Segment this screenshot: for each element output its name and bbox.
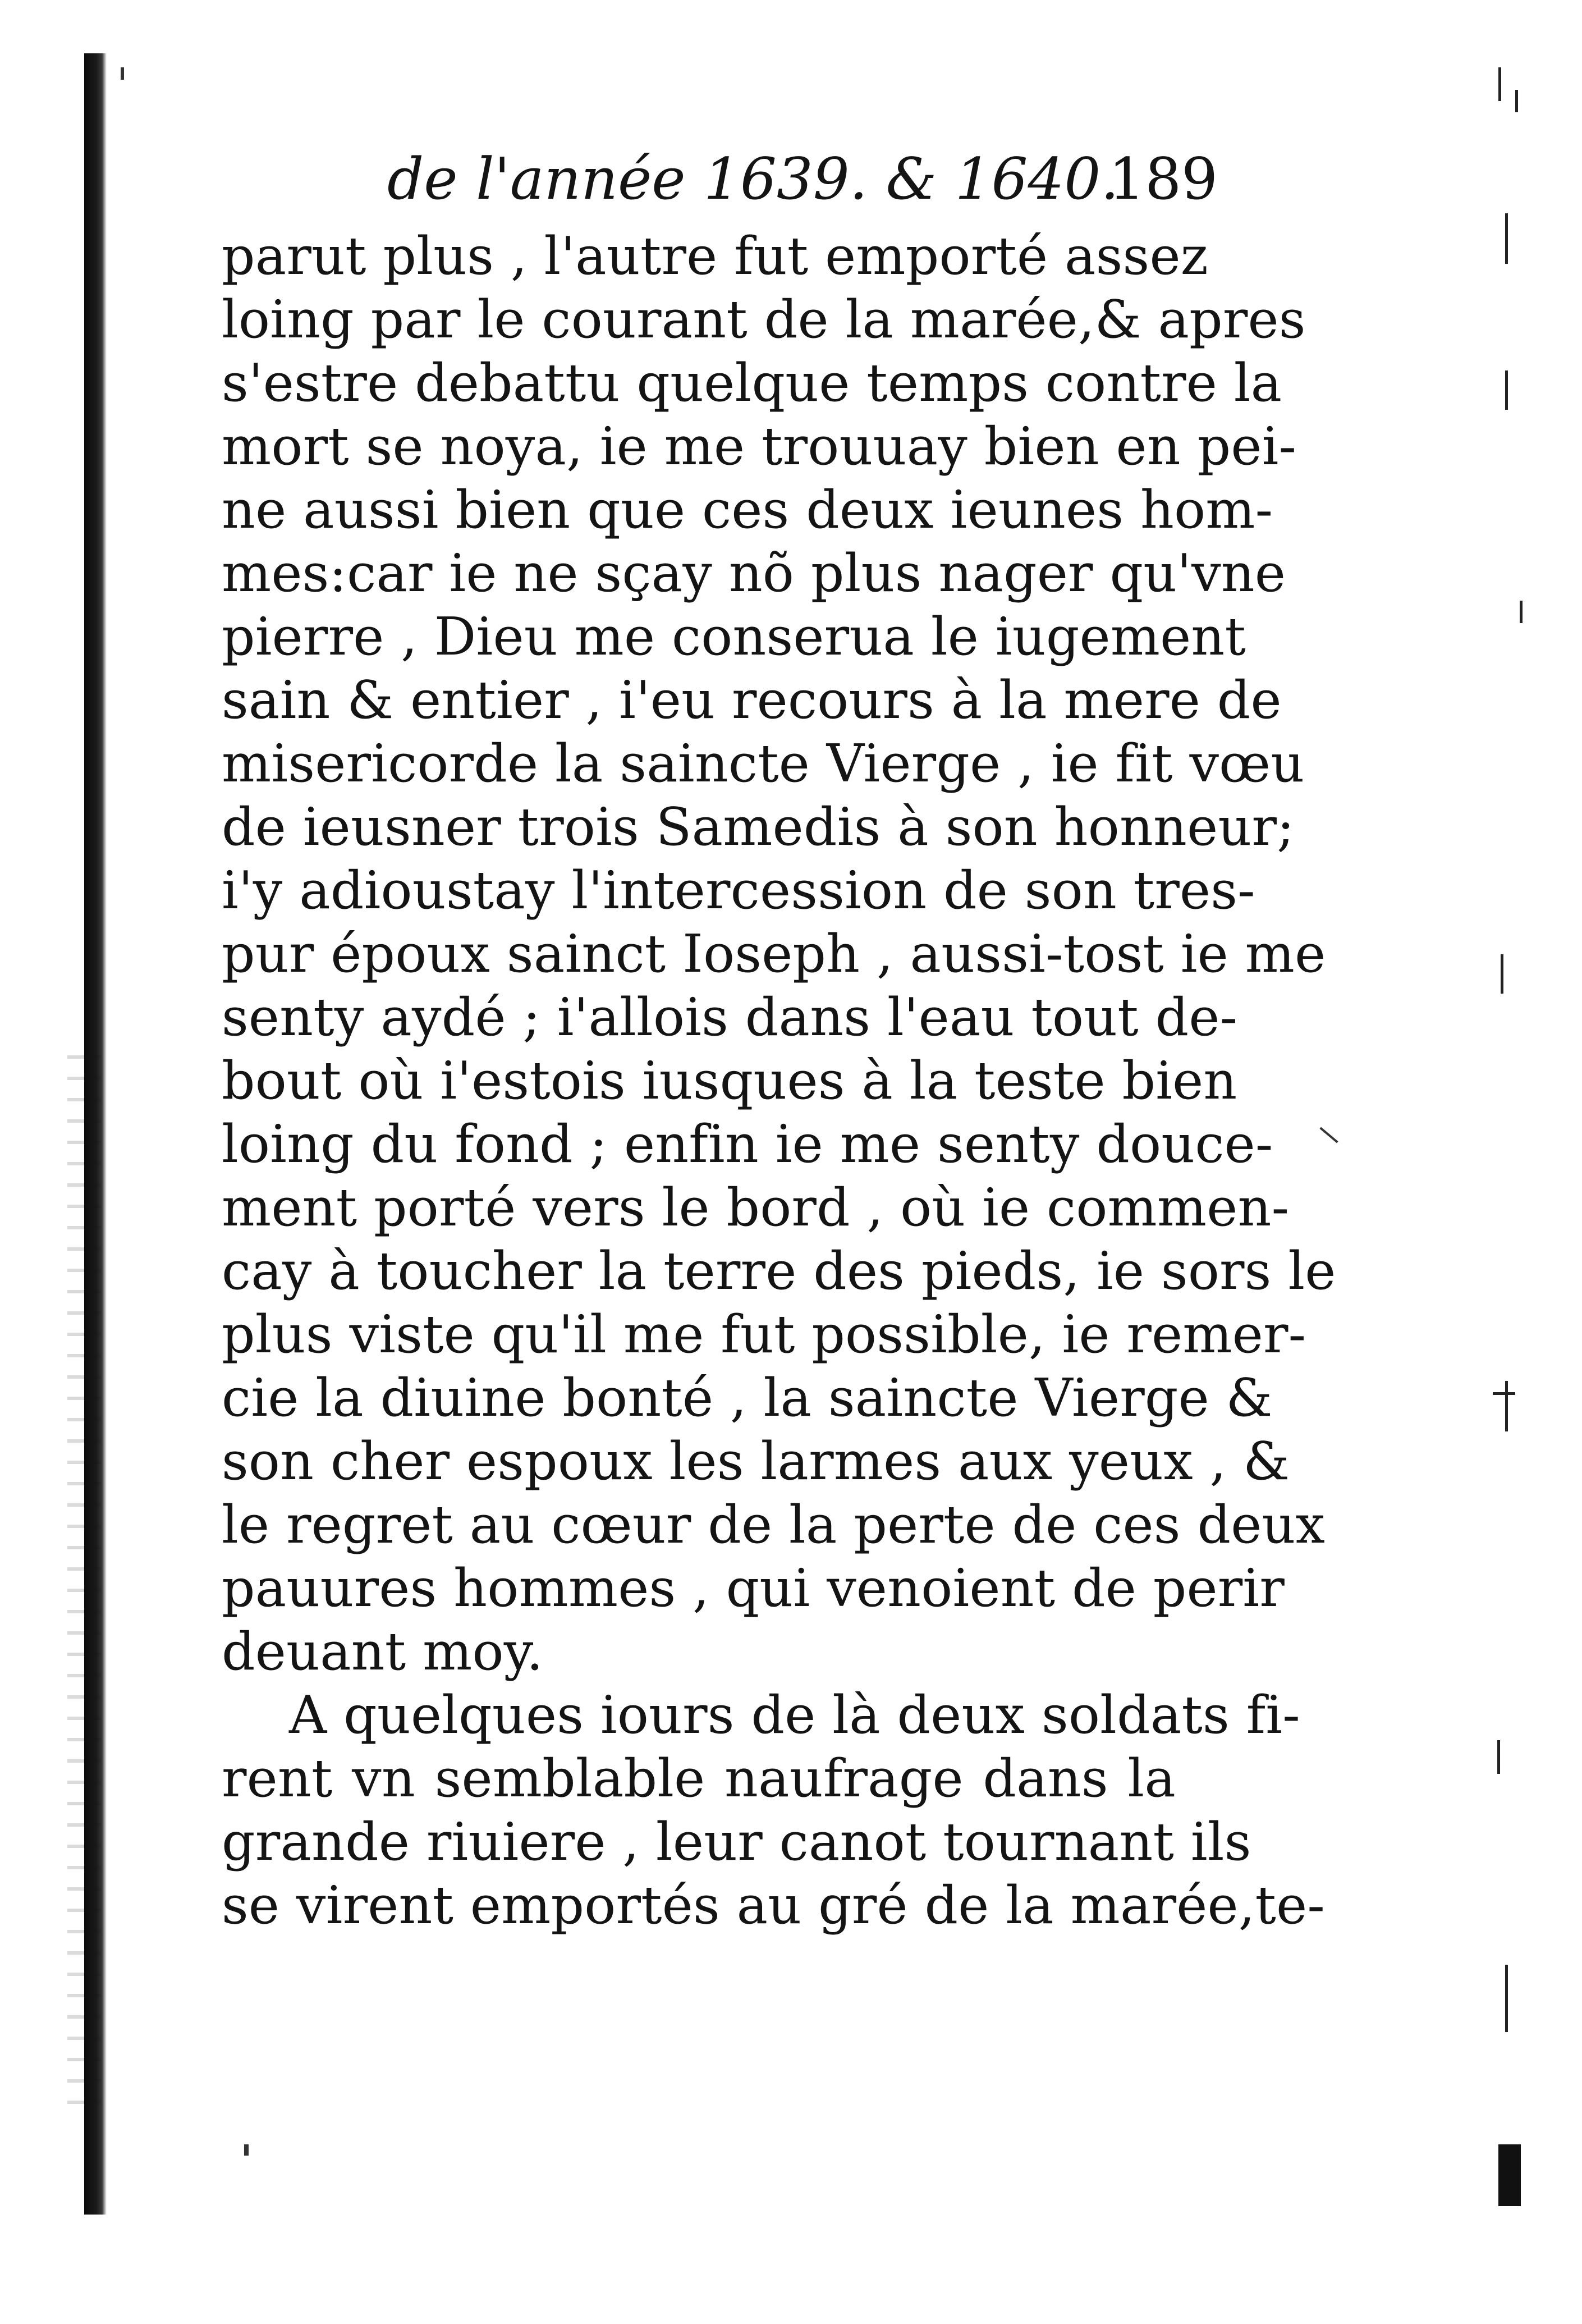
text-line: misericorde la saincte Vierge , ie fit vœu	[222, 733, 1305, 794]
body-text	[222, 225, 1336, 1937]
text-line: mort se noya, ie me trouuay bien en pei-	[222, 416, 1297, 477]
text-line: pierre , Dieu me conserua le iugement	[222, 606, 1246, 667]
scan-speck	[244, 2144, 249, 2156]
page-number: 189	[1108, 146, 1218, 213]
text-line: plus viste qu'il me fut possible, ie remer-	[222, 1304, 1306, 1365]
text-line: ment porté vers le bord , où ie commen-	[222, 1177, 1290, 1238]
text-line: sain & entier , i'eu recours à la mere de	[222, 670, 1282, 730]
text-line: son cher espoux les larmes aux yeux , &	[222, 1431, 1290, 1492]
running-title: de l'année 1639. & 1640.	[387, 146, 1119, 213]
text-line: loing par le courant de la marée,& apres	[222, 289, 1306, 350]
text-line: pur époux sainct Ioseph , aussi-tost ie me	[222, 923, 1326, 984]
text-line: cie la diuine bonté , la saincte Vierge &	[222, 1367, 1273, 1428]
text-line: loing du fond ; enfin ie me senty douce-	[222, 1114, 1273, 1174]
text-line: parut plus , l'autre fut emporté assez	[222, 226, 1208, 286]
text-line: ne aussi bien que ces deux ieunes hom-	[222, 479, 1273, 540]
text-line: mes:car ie ne sçay nõ plus nager qu'vne	[222, 543, 1286, 603]
text-line: pauures hommes , qui venoient de perir	[222, 1558, 1285, 1618]
text-line: i'y adioustay l'intercession de son tres-	[222, 860, 1255, 921]
text-line: senty aydé ; i'allois dans l'eau tout de-	[222, 987, 1238, 1047]
text-line: se virent emportés au gré de la marée,te-	[222, 1875, 1325, 1936]
scan-left-edge-specks	[67, 1055, 101, 2122]
scan-speck	[121, 67, 124, 80]
text-line: le regret au cœur de la perte de ces deux	[222, 1494, 1326, 1555]
text-line: bout où i'estois iusques à la teste bien	[222, 1050, 1237, 1111]
scan-right-edge	[1493, 56, 1526, 2290]
text-line: grande riuiere , leur canot tournant ils	[222, 1811, 1251, 1872]
text-line: cay à toucher la terre des pieds, ie sors le	[222, 1241, 1336, 1301]
text-line: rent vn semblable naufrage dans la	[222, 1748, 1176, 1809]
paragraph-end-line: deuant moy.	[222, 1621, 543, 1682]
scan-speck	[1319, 1127, 1338, 1143]
text-line: s'estre debattu quelque temps contre la	[222, 353, 1282, 413]
text-line: de ieusner trois Samedis à son honneur;	[222, 797, 1295, 857]
paragraph-start-line: A quelques iours de là deux soldats fi-	[289, 1685, 1300, 1745]
